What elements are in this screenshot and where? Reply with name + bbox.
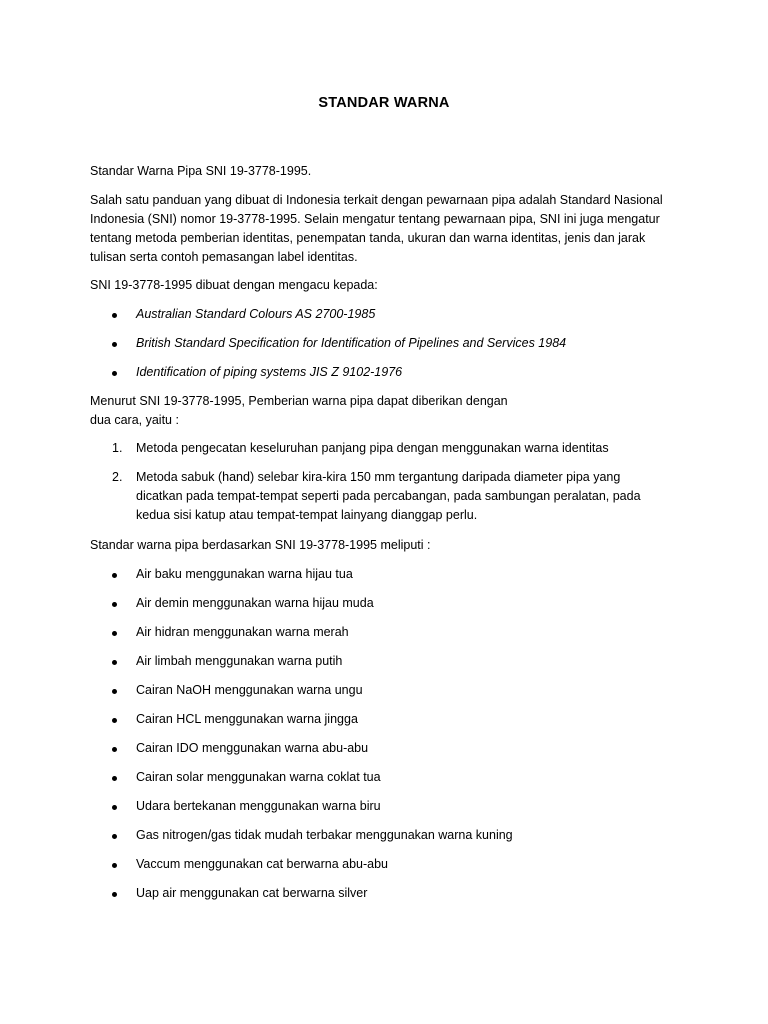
- section-heading: Standar Warna Pipa SNI 19-3778-1995.: [90, 164, 312, 178]
- method-list: [90, 439, 650, 525]
- method-intro: [90, 392, 680, 430]
- bullet-icon: [112, 718, 117, 723]
- list-item: [90, 710, 650, 739]
- bullet-icon: [112, 602, 117, 607]
- list-item: [90, 363, 650, 392]
- list-item: [90, 797, 650, 826]
- bullet-icon: [112, 371, 117, 376]
- bullet-icon: [112, 573, 117, 578]
- list-number: 2.: [112, 470, 123, 484]
- list-item-text: dicatkan pada tempat-tempat seperti pada percabangan, pada sambungan peralatan, pada: [136, 489, 641, 503]
- bullet-icon: [112, 660, 117, 665]
- list-item-text: Uap air menggunakan cat berwarna silver: [136, 886, 368, 900]
- list-item: [90, 334, 650, 363]
- list-item: [90, 855, 650, 884]
- bullet-icon: [112, 863, 117, 868]
- list-item-text: Air baku menggunakan warna hijau tua: [136, 567, 353, 581]
- color-list: [90, 565, 650, 913]
- bullet-icon: [112, 313, 117, 318]
- intro-line: Salah satu panduan yang dibuat di Indonesia terkait dengan pewarnaan pipa adalah Standard Nasional: [90, 193, 663, 207]
- method-intro-line: Menurut SNI 19-3778-1995, Pemberian warna pipa dapat diberikan dengan: [90, 394, 508, 408]
- list-item-text: Cairan IDO menggunakan warna abu-abu: [136, 741, 369, 755]
- list-item-text: Cairan solar menggunakan warna coklat tua: [136, 770, 381, 784]
- color-intro: Standar warna pipa berdasarkan SNI 19-3778-1995 meliputi :: [90, 538, 431, 552]
- list-item: [90, 305, 650, 334]
- list-item: [90, 623, 650, 652]
- list-item: [90, 565, 650, 594]
- bullet-icon: [112, 631, 117, 636]
- intro-paragraph: [90, 191, 680, 267]
- list-number: 1.: [112, 441, 123, 455]
- list-item-text: Udara bertekanan menggunakan warna biru: [136, 799, 381, 813]
- bullet-icon: [112, 342, 117, 347]
- list-item: [90, 739, 650, 768]
- list-item-text: Air demin menggunakan warna hijau muda: [136, 596, 374, 610]
- page-title: STANDAR WARNA: [318, 95, 450, 111]
- list-item-text: Air hidran menggunakan warna merah: [136, 625, 349, 639]
- reference-intro: SNI 19-3778-1995 dibuat dengan mengacu kepada:: [90, 278, 378, 292]
- list-item: [90, 594, 650, 623]
- bullet-icon: [112, 776, 117, 781]
- method-intro-line: dua cara, yaitu :: [90, 413, 179, 427]
- list-item-text: Gas nitrogen/gas tidak mudah terbakar menggunakan warna kuning: [136, 828, 513, 842]
- list-item: [90, 439, 650, 468]
- list-item-text: Identification of piping systems JIS Z 9102-1976: [136, 365, 403, 379]
- list-item-text: Australian Standard Colours AS 2700-1985: [136, 307, 376, 321]
- intro-line: tentang metoda pemberian identitas, penempatan tanda, ukuran dan warna identitas, jenis dan jarak: [90, 231, 646, 245]
- intro-line: tulisan serta contoh pemasangan label identitas.: [90, 250, 358, 264]
- list-item-text: Metoda pengecatan keseluruhan panjang pipa dengan menggunakan warna identitas: [136, 441, 609, 455]
- bullet-icon: [112, 805, 117, 810]
- reference-list: [90, 305, 650, 392]
- list-item-text: Cairan HCL menggunakan warna jingga: [136, 712, 358, 726]
- bullet-icon: [112, 747, 117, 752]
- bullet-icon: [112, 834, 117, 839]
- list-item-text: British Standard Specification for Identification of Pipelines and Services 1984: [136, 336, 567, 350]
- list-item-text: kedua sisi katup atau tempat-tempat lainyang dianggap perlu.: [136, 508, 478, 522]
- list-item-text: Vaccum menggunakan cat berwarna abu-abu: [136, 857, 389, 871]
- list-item: [90, 652, 650, 681]
- list-item: [90, 768, 650, 797]
- list-item-text: Cairan NaOH menggunakan warna ungu: [136, 683, 363, 697]
- list-item: [90, 884, 650, 913]
- list-item: [90, 826, 650, 855]
- intro-line: Indonesia (SNI) nomor 19-3778-1995. Selain mengatur tentang pewarnaan pipa, SNI ini juga mengatur: [90, 212, 660, 226]
- list-item-text: Metoda sabuk (hand) selebar kira-kira 150 mm tergantung daripada diameter pipa yang: [136, 470, 621, 484]
- bullet-icon: [112, 892, 117, 897]
- list-item-text: Air limbah menggunakan warna putih: [136, 654, 343, 668]
- list-item: [90, 681, 650, 710]
- list-item: [90, 468, 650, 525]
- bullet-icon: [112, 689, 117, 694]
